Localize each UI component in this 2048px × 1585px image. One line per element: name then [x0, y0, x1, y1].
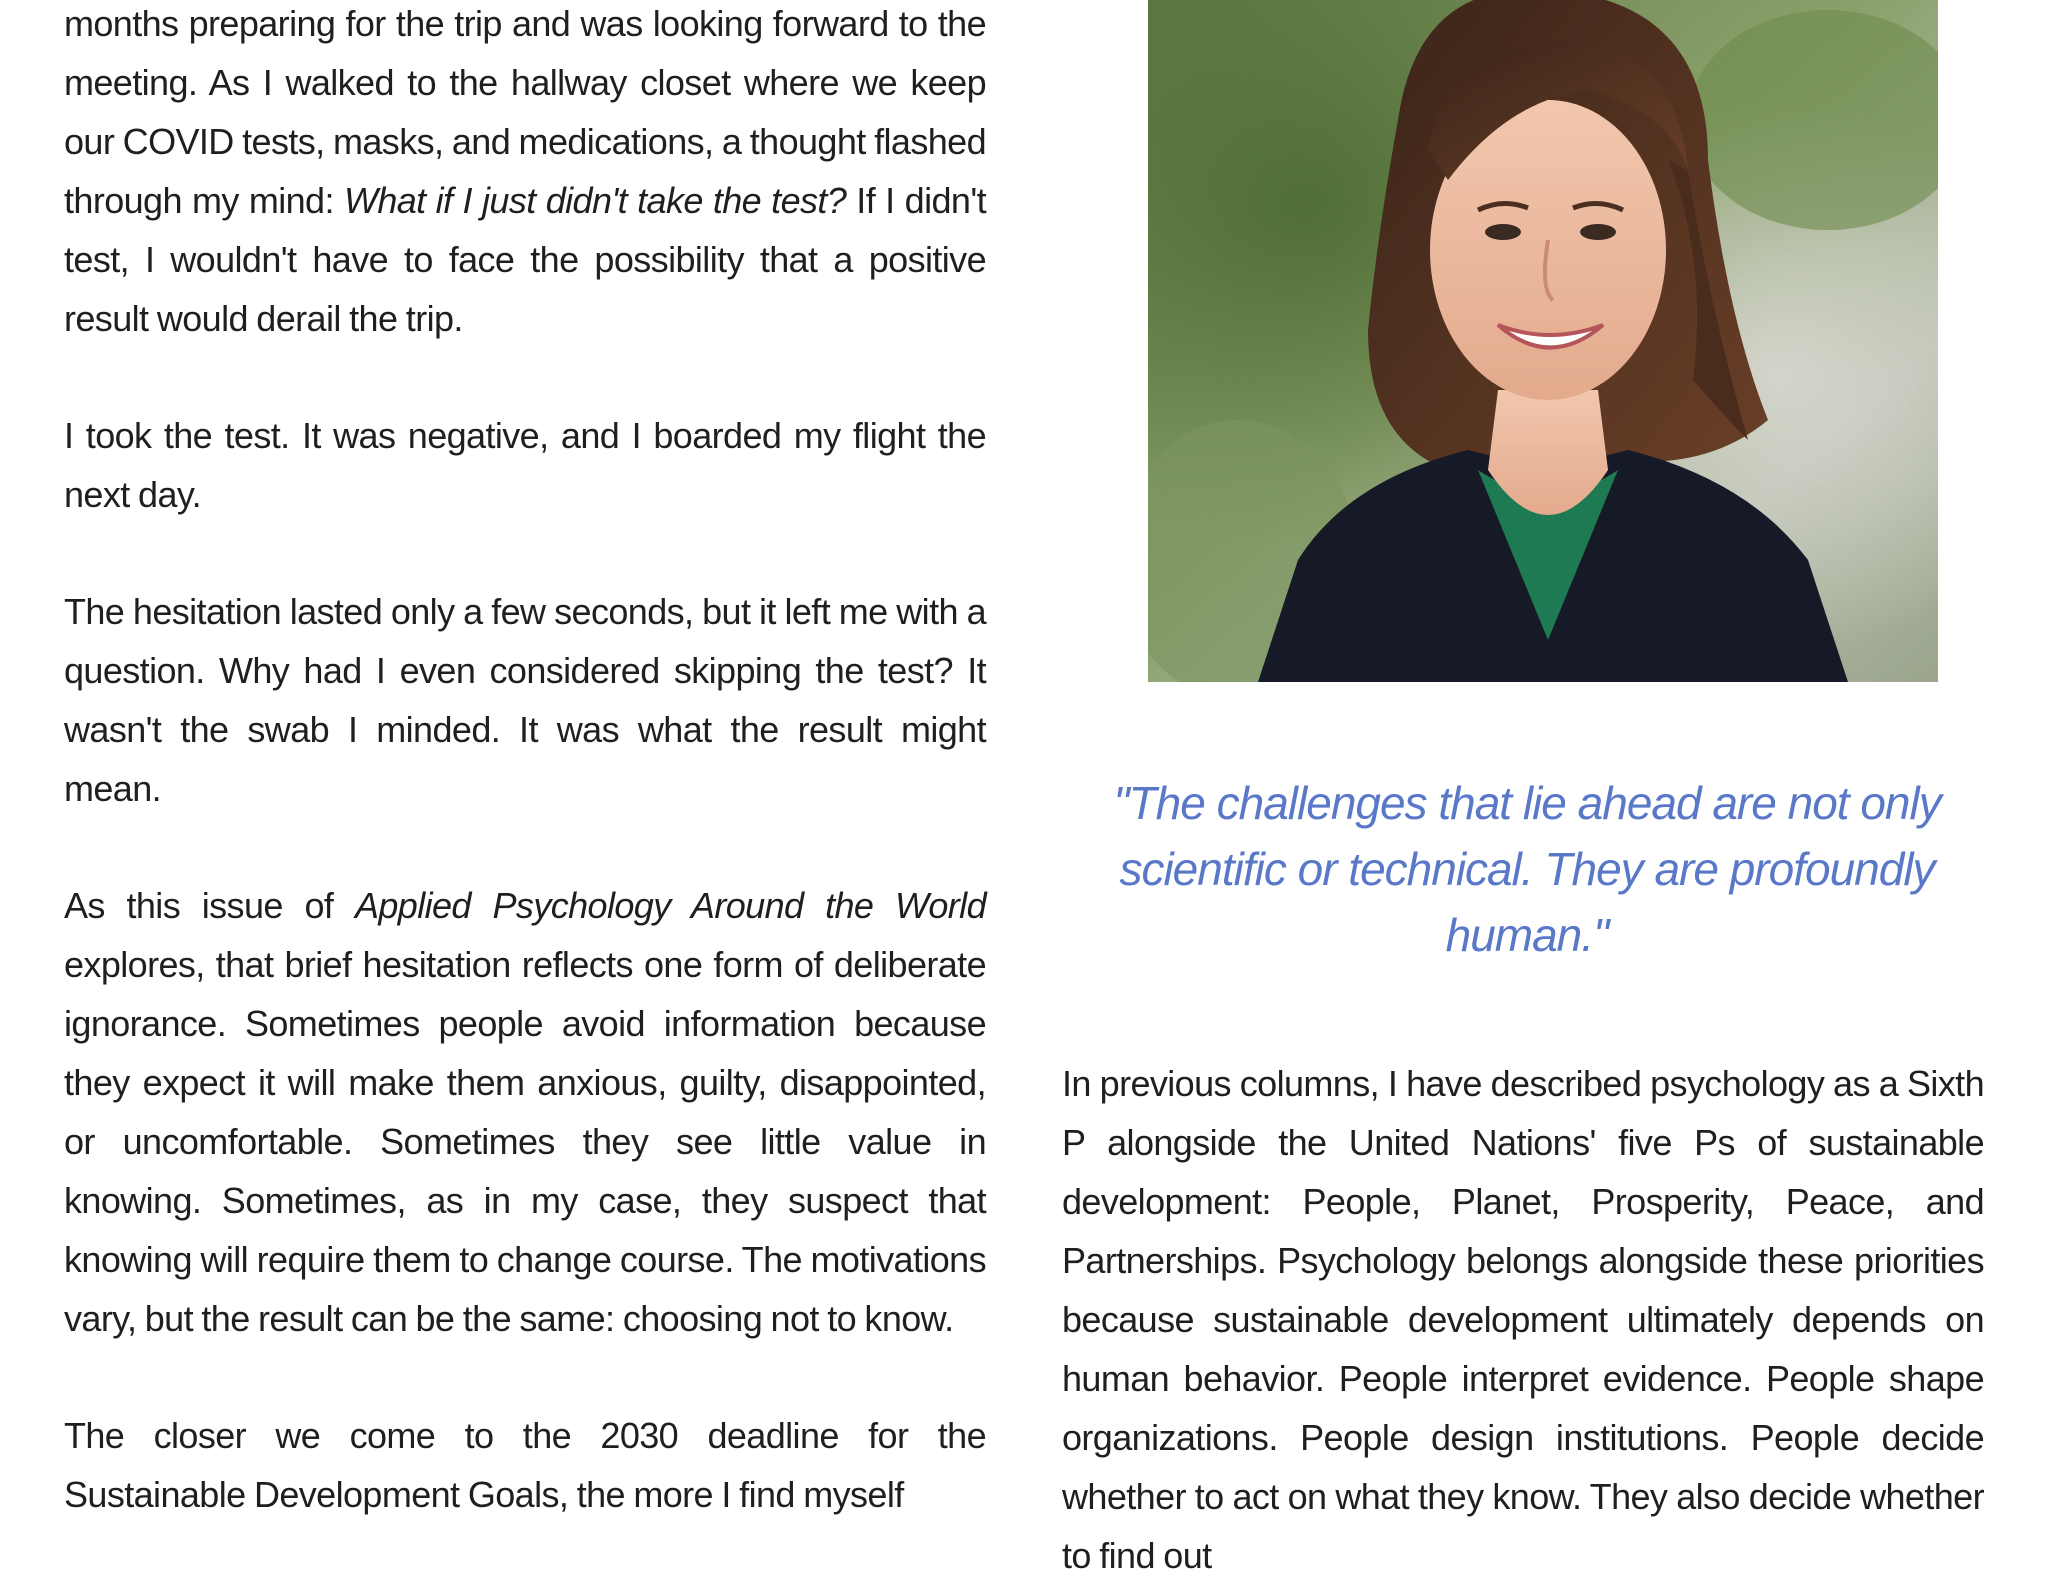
paragraph-sixth-p: In previous columns, I have described psychology as a Sixth P alongside the United Nations' five Ps of sustainable development: People, Planet, Prosperity, Peace, and Partnerships. Psychology belongs alongside these priorities because sustainable development ultimately depends on human behavior. People interpret evidence. People shape organizations. People design institutions. People decide whether to act on what they know. They also decide whether to find out: [1062, 1063, 1984, 1576]
paragraph-test-result: I took the test. It was negative, and I boarded my flight the next day.: [64, 415, 986, 515]
paragraph-2030-deadline: The closer we come to the 2030 deadline for the Sustainable Development Goals, the more I find myself: [64, 1415, 986, 1515]
paragraph-trip-text-2: If I didn't test, I wouldn't have to face the possibility that a positive result would derail the trip.: [64, 180, 986, 339]
paragraph-trip-text-1: months preparing for the trip and was looking forward to the meeting. As I walked to the hallway closet where we keep our COVID tests, masks, and medications, a thought flashed through my mind:: [64, 3, 986, 221]
paragraph-trip-italic: What if I just didn't take the test?: [343, 180, 847, 221]
pull-quote: "The challenges that lie ahead are not only scientific or technical. They are profoundly human.": [1113, 777, 1941, 961]
issue-title-italic: Applied Psychology Around the World: [354, 885, 986, 926]
paragraph-hesitation: The hesitation lasted only a few seconds, but it left me with a question. Why had I even considered skipping the test? It wasn't the swab I minded. It was what the result might mean.: [64, 591, 986, 809]
author-portrait-photo: [1148, 0, 1938, 682]
left-column: [64, 0, 986, 1582]
paragraph-ignorance-text-2: explores, that brief hesitation reflects one form of deliberate ignorance. Sometimes people avoid information because they expect it will make them anxious, guilty, disappointed, or uncomfortable. Sometimes they see little value in knowing. Sometimes, as in my case, they suspect that knowing will require them to change course. The motivations vary, but the result can be the same: choosing not to know.: [64, 944, 986, 1339]
paragraph-trip: [64, 0, 986, 348]
right-column: [1062, 1054, 1984, 1585]
portrait-illustration: [1148, 0, 1938, 682]
paragraph-ignorance-text-1: As this issue of: [64, 885, 355, 926]
paragraph-deliberate-ignorance: [64, 876, 986, 1348]
